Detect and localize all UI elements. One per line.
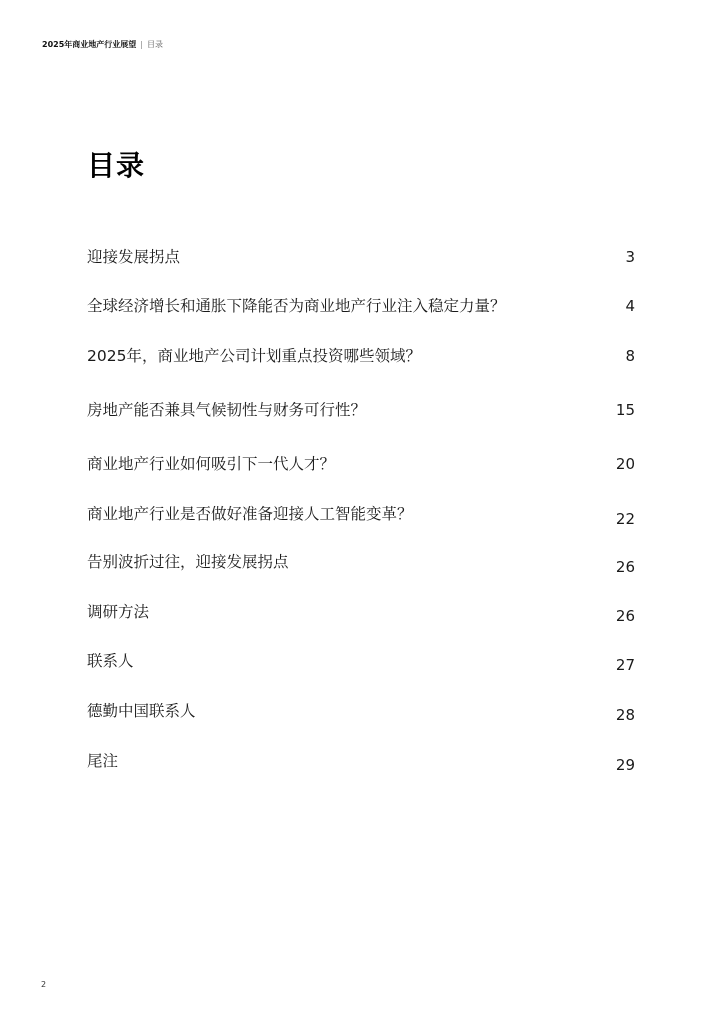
toc-entry[interactable] xyxy=(87,295,635,319)
toc-entry-label: 2025年，商业地产公司计划重点投资哪些领域？ xyxy=(87,347,421,365)
toc-entry-label: 房地产能否兼具气候韧性与财务可行性？ xyxy=(87,401,367,419)
toc-entry[interactable] xyxy=(87,503,635,527)
toc-entry[interactable] xyxy=(87,453,635,477)
toc-entry-page: 28 xyxy=(615,706,635,724)
toc-entry-page: 27 xyxy=(615,656,635,674)
toc-entry-label: 联系人 xyxy=(87,652,134,670)
page-number: 2 xyxy=(41,980,47,989)
toc-heading: 目录 xyxy=(87,149,146,182)
toc-entry-page: 8 xyxy=(625,347,635,365)
toc-entry[interactable] xyxy=(87,601,635,625)
toc-entry-label: 告别波折过往，迎接发展拐点 xyxy=(87,553,289,571)
toc-entry-page: 3 xyxy=(625,248,635,266)
toc-entry-label: 尾注 xyxy=(87,752,119,770)
toc-entry[interactable] xyxy=(87,399,635,423)
toc-entry[interactable] xyxy=(87,700,635,724)
header-separator: | xyxy=(140,40,143,49)
toc-entry-label: 商业地产行业如何吸引下一代人才？ xyxy=(87,455,336,473)
toc-entry-label: 德勤中国联系人 xyxy=(87,702,196,720)
toc-entry-label: 迎接发展拐点 xyxy=(87,248,181,266)
toc-entry-page: 22 xyxy=(615,510,635,528)
toc-entry-page: 4 xyxy=(625,297,635,315)
section-name: 目录 xyxy=(146,40,163,49)
toc-entry-page: 26 xyxy=(615,558,635,576)
toc-entry[interactable] xyxy=(87,246,635,270)
toc-entry[interactable] xyxy=(87,750,635,774)
running-header xyxy=(42,40,163,50)
toc-entry-page: 20 xyxy=(615,455,635,473)
toc-entry-page: 26 xyxy=(615,607,635,625)
document-title: 2025年商业地产行业展望 xyxy=(42,40,137,49)
toc-entry-page: 29 xyxy=(615,756,635,774)
toc-entry[interactable] xyxy=(87,345,635,369)
toc-entry[interactable] xyxy=(87,551,635,575)
toc-entry-page: 15 xyxy=(615,401,635,419)
toc-entry-label: 商业地产行业是否做好准备迎接人工智能变革？ xyxy=(87,505,413,523)
toc-entry[interactable] xyxy=(87,650,635,674)
toc-entry-label: 调研方法 xyxy=(87,603,150,621)
toc-entry-label: 全球经济增长和通胀下降能否为商业地产行业注入稳定力量？ xyxy=(87,297,506,315)
